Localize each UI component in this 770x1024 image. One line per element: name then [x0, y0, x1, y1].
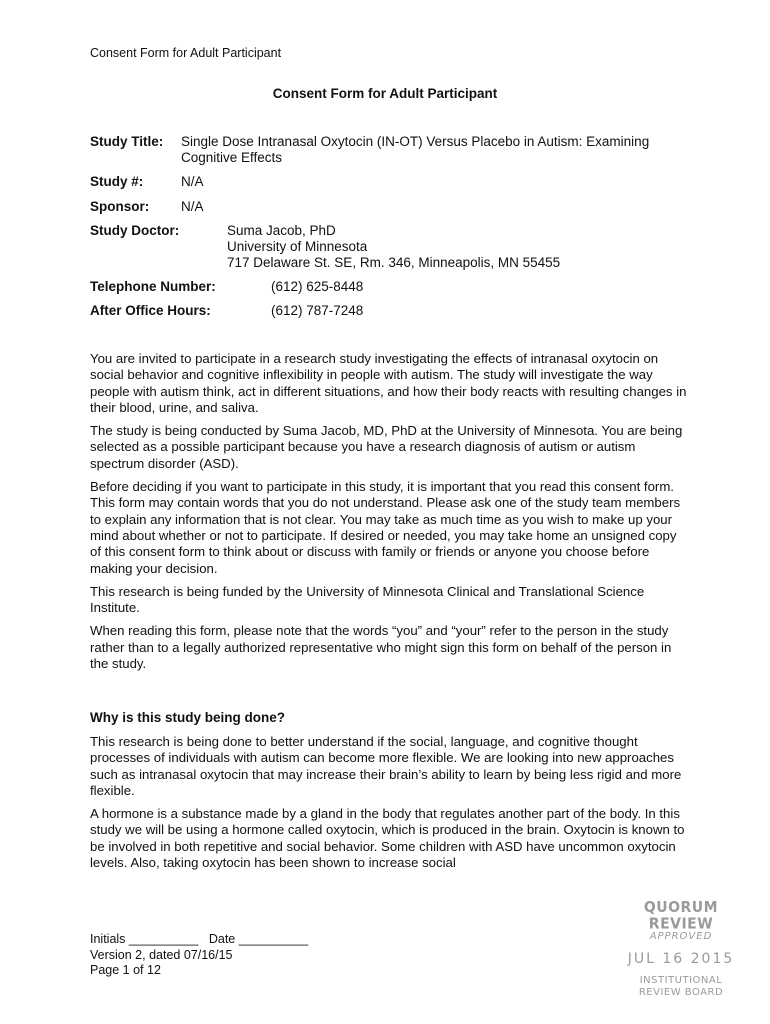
- study-title-value-line1: Single Dose Intranasal Oxytocin (IN-OT) Versus Placebo in Autism: Examining: [181, 134, 650, 149]
- hormone-paragraph: A hormone is a substance made by a gland in the body that regulates another part of the body. In this study we will be using a hormone called oxytocin, which is produced in the brain. Oxytocin is known to be involved in both repetitive and social behavior. Some children with ASD have uncommon oxytocin levels. Also, taking oxytocin has been shown to increase social: [90, 806, 685, 871]
- study-doctor-label: Study Doctor:: [90, 223, 180, 238]
- conductor-paragraph: The study is being conducted by Suma Jacob, MD, PhD at the University of Minnesota. You are being selected as a possible participant because you have a research diagnosis of autism or autism spectrum disorder (ASD).: [90, 423, 683, 471]
- document-title: Consent Form for Adult Participant: [272, 86, 498, 101]
- why-section: [90, 734, 690, 871]
- irb-approval-stamp: [618, 900, 744, 999]
- stamp-irb-line2: REVIEW BOARD: [638, 987, 724, 998]
- after-hours-value: (612) 787-7248: [271, 303, 364, 318]
- study-doctor-institution: University of Minnesota: [227, 239, 368, 254]
- reading-note-paragraph: When reading this form, please note that the words “you” and “your” refer to the person in the study rather than to a legally authorized representative who might sign this form on behalf of the person in the study.: [90, 623, 672, 672]
- study-title-value-line2: Cognitive Effects: [181, 150, 283, 165]
- version-line: Version 2, dated 07/16/15: [90, 947, 233, 962]
- sponsor-label: Sponsor:: [90, 199, 150, 214]
- initials-date-line: Initials __________ Date __________: [90, 932, 309, 946]
- telephone-label: Telephone Number:: [90, 279, 216, 294]
- stamp-approved: APPROVED: [649, 931, 713, 942]
- funding-paragraph: This research is being funded by the University of Minnesota Clinical and Translational Science Institute.: [90, 583, 645, 616]
- study-number-value: N/A: [181, 174, 204, 189]
- study-number-label: Study #:: [90, 174, 144, 189]
- running-header: Consent Form for Adult Participant: [90, 46, 282, 60]
- intro-section: [90, 351, 690, 672]
- before-deciding-paragraph: Before deciding if you want to participate in this study, it is important that you read this consent form. This form may contain words that you do not understand. Please ask one of the study team members to explain any information that is not clear. You may take as much time as you wish to make up your mind about whether or not to participate. If desired or needed, you may take home an unsigned copy of this consent form to think about or discuss with family or friends or anyone you choose before making your decision.: [90, 479, 681, 576]
- stamp-org: QUORUM REVIEW: [643, 899, 719, 933]
- intro-paragraph: You are invited to participate in a research study investigating the effects of intranasal oxytocin on social behavior and cognitive inflexibility in people with autism. The study will investigate the way people with autism think, act in different situations, and how their body reacts with resulting changes in their blood, urine, and saliva.: [90, 351, 687, 415]
- stamp-irb-line1: INSTITUTIONAL: [639, 975, 723, 986]
- why-paragraph: This research is being done to better understand if the social, language, and cognitive thought processes of individuals with autism can become more flexible. We are looking into new approaches such as intranasal oxytocin that may increase their brain’s ability to learn by being less rigid and more flexible.: [90, 734, 682, 798]
- stamp-date: JUL 16 2015: [627, 951, 735, 967]
- study-title-label: Study Title:: [90, 134, 164, 149]
- after-hours-label: After Office Hours:: [90, 303, 211, 318]
- telephone-value: (612) 625-8448: [271, 279, 364, 294]
- study-doctor-address: 717 Delaware St. SE, Rm. 346, Minneapolis, MN 55455: [227, 255, 561, 270]
- page-footer: [90, 932, 308, 979]
- study-doctor-name: Suma Jacob, PhD: [227, 223, 336, 238]
- page-number: Page 1 of 12: [90, 963, 161, 977]
- section-heading: Why is this study being done?: [90, 710, 286, 725]
- sponsor-value: N/A: [181, 199, 204, 214]
